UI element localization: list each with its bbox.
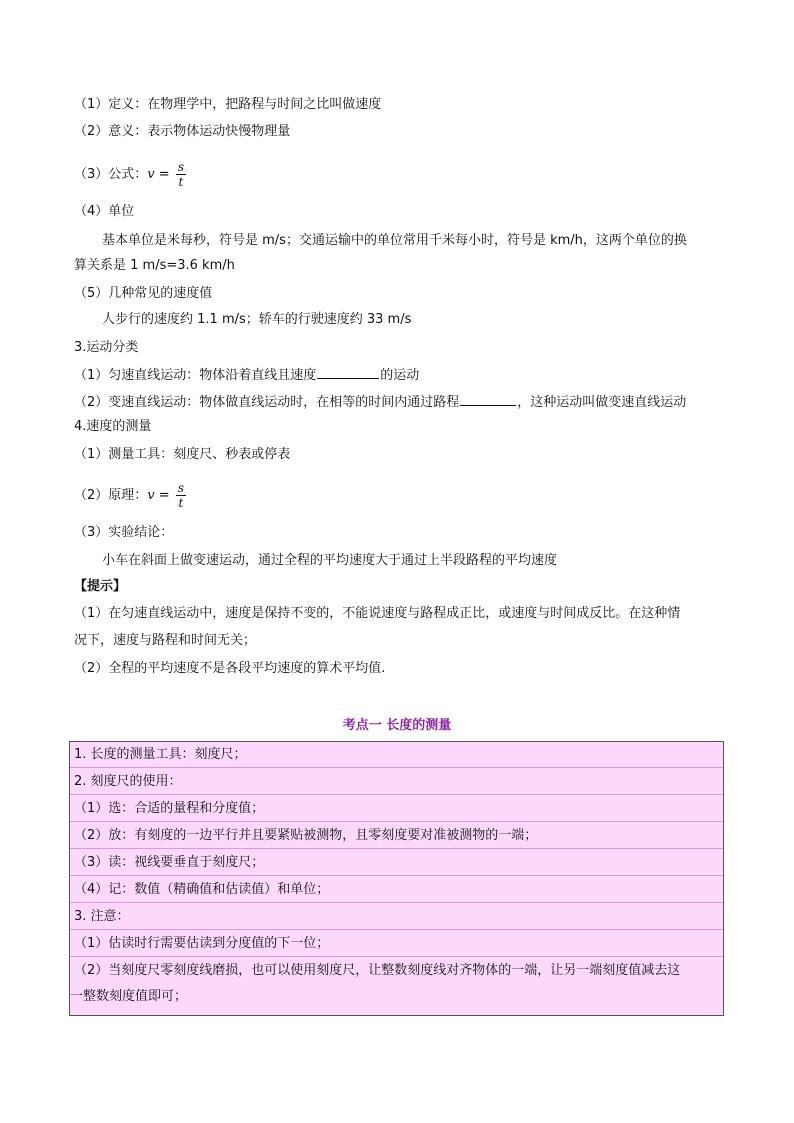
box-line-7: 3. 注意： — [74, 909, 130, 924]
box-line-1: 1. 长度的测量工具：刻度尺； — [74, 747, 247, 762]
fill-blank-variable[interactable] — [460, 391, 516, 406]
unit-paragraph-2: 算关系是 1 m/s=3.6 km/h — [74, 258, 235, 273]
box-divider — [70, 848, 723, 849]
principle-equals: = — [154, 488, 174, 503]
formula-equals: = — [154, 167, 174, 182]
box-divider — [70, 929, 723, 930]
box-line-4: （2）放：有刻度的一边平行并且要紧贴被测物，且零刻度要对准被测物的一端； — [74, 828, 538, 843]
knowledge-box — [69, 741, 724, 1016]
formula-line — [74, 160, 186, 189]
uniform-motion-line — [74, 364, 419, 386]
formula-numerator: s — [177, 160, 184, 174]
formula-label: （3）公式： — [74, 167, 148, 182]
unit-paragraph-1: 基本单位是米每秒，符号是 m/s；交通运输中的单位常用千米每小时，符号是 km/h，这两个单位的换 — [102, 233, 687, 248]
section-title: 考点一 长度的测量 — [342, 718, 452, 733]
box-line-9b: 一整数刻度值即可； — [70, 989, 188, 1004]
uniform-motion-text-b: 的运动 — [380, 368, 420, 383]
tip-1-line-b: 况下，速度与路程和时间无关； — [74, 633, 257, 648]
unit-title: （4）单位 — [74, 204, 135, 219]
box-line-6: （4）记：数值（精确值和估读值）和单位； — [74, 882, 330, 897]
box-divider — [70, 767, 723, 768]
box-line-8: （1）估读时行需要估读到分度值的下一位； — [74, 936, 330, 951]
principle-fraction — [176, 481, 186, 510]
conclusion-text: 小车在斜面上做变速运动，通过全程的平均速度大于通过上半段路程的平均速度 — [102, 553, 558, 568]
fill-blank-uniform[interactable] — [317, 364, 379, 379]
box-line-3: （1）选：合适的量程和分度值； — [74, 801, 265, 816]
motion-classification-title: 3.运动分类 — [74, 340, 139, 355]
box-divider — [70, 875, 723, 876]
variable-motion-line — [74, 391, 686, 413]
principle-numerator: s — [177, 481, 184, 495]
principle-v: v — [147, 488, 155, 503]
formula-fraction — [176, 160, 186, 189]
tip-1-line-a: （1）在匀速直线运动中，速度是保持不变的，不能说速度与路程成正比，或速度与时间成反比。在这种情 — [74, 606, 681, 621]
principle-denominator: t — [178, 496, 184, 510]
common-speed-text: 人步行的速度约 1.1 m/s；轿车的行驶速度约 33 m/s — [102, 312, 412, 327]
box-line-9a: （2）当刻度尺零刻度线磨损，也可以使用刻度尺，让整数刻度线对齐物体的一端，让另一端刻度值减去这 — [74, 963, 681, 978]
definition-line: （1）定义：在物理学中，把路程与时间之比叫做速度 — [74, 97, 382, 112]
common-speed-title: （5）几种常见的速度值 — [74, 286, 213, 301]
formula-v: v — [147, 167, 155, 182]
box-divider — [70, 794, 723, 795]
tip-title: 【提示】 — [74, 579, 127, 594]
speed-measurement-title: 4.速度的测量 — [74, 419, 152, 434]
variable-motion-text-b: ，这种运动叫做变速直线运动 — [517, 395, 687, 410]
uniform-motion-text-a: （1）匀速直线运动：物体沿着直线且速度 — [74, 368, 317, 383]
tip-2-line: （2）全程的平均速度不是各段平均速度的算术平均值. — [74, 661, 386, 676]
conclusion-title: （3）实验结论： — [74, 525, 174, 540]
box-divider — [70, 902, 723, 903]
principle-line — [74, 481, 186, 510]
meaning-line: （2）意义：表示物体运动快慢物理量 — [74, 124, 291, 139]
box-line-2: 2. 刻度尺的使用： — [74, 774, 182, 789]
box-line-5: （3）读：视线要垂直于刻度尺； — [74, 855, 265, 870]
box-divider — [70, 821, 723, 822]
variable-motion-text-a: （2）变速直线运动：物体做直线运动时，在相等的时间内通过路程 — [74, 395, 460, 410]
box-divider — [70, 956, 723, 957]
formula-denominator: t — [178, 175, 184, 189]
principle-label: （2）原理： — [74, 488, 148, 503]
measurement-tools-line: （1）测量工具：刻度尺、秒表或停表 — [74, 447, 291, 462]
